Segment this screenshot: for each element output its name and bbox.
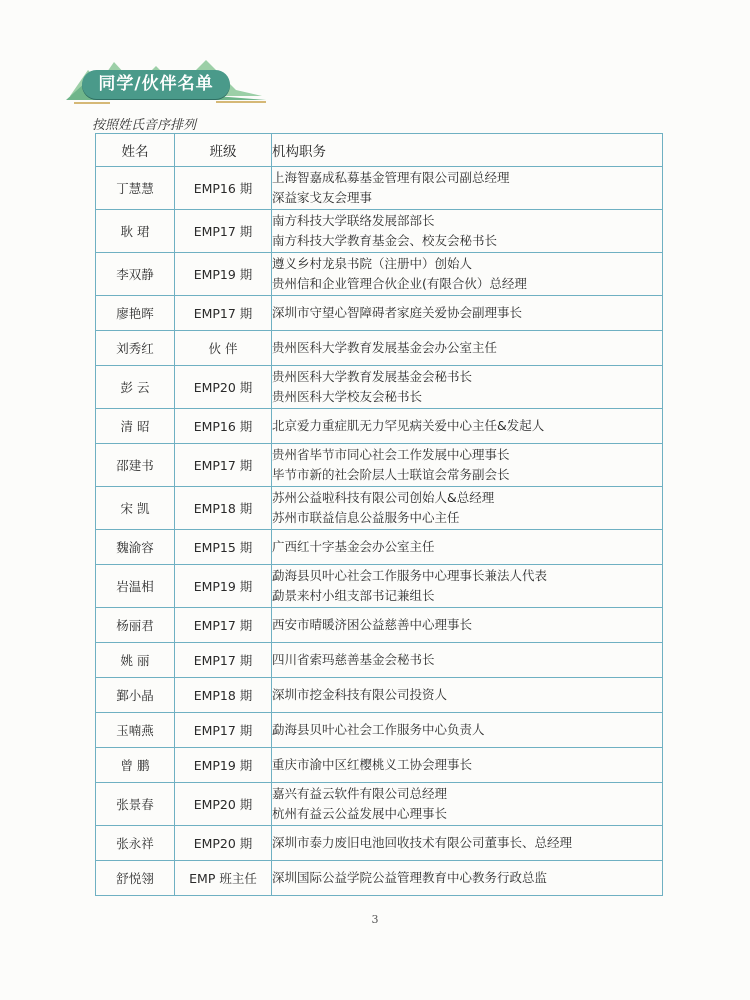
position-line: 贵州医科大学教育发展基金会办公室主任: [272, 340, 498, 355]
table-row: [96, 565, 663, 608]
position-line: 深圳市守望心智障碍者家庭关爱协会副理事长: [272, 305, 523, 320]
table-row: [96, 530, 663, 565]
member-positions: [272, 783, 663, 826]
page-title: 同学/伙伴名单: [82, 70, 230, 99]
position-line: 贵州医科大学教育发展基金会秘书长: [272, 369, 473, 384]
position-line: 四川省索玛慈善基金会秘书长: [272, 652, 435, 667]
table-header-row: [96, 134, 663, 167]
member-positions: [272, 253, 663, 296]
table-row: [96, 210, 663, 253]
member-name: 耿 珺: [96, 210, 175, 253]
member-name: 刘秀红: [96, 331, 175, 366]
column-header-name: 姓名: [96, 134, 175, 167]
table-row: [96, 713, 663, 748]
table-row: [96, 444, 663, 487]
member-class: EMP15 期: [175, 530, 272, 565]
member-class: EMP17 期: [175, 444, 272, 487]
member-name: 玉喃燕: [96, 713, 175, 748]
table-row: [96, 167, 663, 210]
table-row: [96, 643, 663, 678]
position-line: 上海智嘉成私募基金管理有限公司副总经理: [272, 170, 510, 185]
position-line: 毕节市新的社会阶层人士联谊会常务副会长: [272, 467, 510, 482]
member-class: EMP16 期: [175, 409, 272, 444]
member-class: EMP 班主任: [175, 861, 272, 896]
member-class: 伙 伴: [175, 331, 272, 366]
column-header-class: 班级: [175, 134, 272, 167]
member-name: 鄞小晶: [96, 678, 175, 713]
member-positions: [272, 409, 663, 444]
member-name: 张永祥: [96, 826, 175, 861]
table-row: [96, 296, 663, 331]
position-line: 深圳国际公益学院公益管理教育中心教务行政总监: [272, 870, 548, 885]
member-name: 舒悦翎: [96, 861, 175, 896]
position-line: 深圳市挖金科技有限公司投资人: [272, 687, 448, 702]
position-line: 勐海县贝叶心社会工作服务中心理事长兼法人代表: [272, 568, 548, 583]
table-body: [96, 167, 663, 896]
roster-table: [95, 133, 663, 896]
member-positions: [272, 826, 663, 861]
column-header-position: 机构职务: [272, 134, 663, 167]
member-name: 杨丽君: [96, 608, 175, 643]
member-name: 曾 鹏: [96, 748, 175, 783]
member-positions: [272, 331, 663, 366]
member-name: 姚 丽: [96, 643, 175, 678]
position-line: 贵州信和企业管理合伙企业(有限合伙）总经理: [272, 276, 527, 291]
member-class: EMP17 期: [175, 713, 272, 748]
table-row: [96, 748, 663, 783]
member-class: EMP17 期: [175, 210, 272, 253]
member-name: 彭 云: [96, 366, 175, 409]
table-row: [96, 861, 663, 896]
member-class: EMP20 期: [175, 366, 272, 409]
member-name: 宋 凯: [96, 487, 175, 530]
position-line: 深益家戈友会理事: [272, 190, 373, 205]
member-class: EMP18 期: [175, 487, 272, 530]
position-line: 嘉兴有益云软件有限公司总经理: [272, 786, 448, 801]
member-class: EMP17 期: [175, 643, 272, 678]
member-positions: [272, 530, 663, 565]
table-row: [96, 608, 663, 643]
member-name: 岩温相: [96, 565, 175, 608]
position-line: 重庆市渝中区红樱桃义工协会理事长: [272, 757, 473, 772]
position-line: 遵义乡村龙泉书院（注册中）创始人: [272, 256, 473, 271]
position-line: 苏州市联益信息公益服务中心主任: [272, 510, 460, 525]
member-positions: [272, 210, 663, 253]
member-positions: [272, 643, 663, 678]
position-line: 北京爱力重症肌无力罕见病关爱中心主任&发起人: [272, 418, 545, 433]
table-row: [96, 783, 663, 826]
member-class: EMP19 期: [175, 748, 272, 783]
member-class: EMP19 期: [175, 565, 272, 608]
member-positions: [272, 748, 663, 783]
member-positions: [272, 861, 663, 896]
position-line: 勐海县贝叶心社会工作服务中心负责人: [272, 722, 485, 737]
table-row: [96, 253, 663, 296]
member-class: EMP20 期: [175, 783, 272, 826]
member-positions: [272, 296, 663, 331]
table-row: [96, 678, 663, 713]
page-number: 3: [371, 913, 379, 926]
member-positions: [272, 713, 663, 748]
position-line: 南方科技大学教育基金会、校友会秘书长: [272, 233, 498, 248]
member-class: EMP18 期: [175, 678, 272, 713]
position-line: 南方科技大学联络发展部部长: [272, 213, 435, 228]
member-name: 李双静: [96, 253, 175, 296]
position-line: 广西红十字基金会办公室主任: [272, 539, 435, 554]
member-name: 张景春: [96, 783, 175, 826]
position-line: 西安市晴暖济困公益慈善中心理事长: [272, 617, 473, 632]
member-class: EMP17 期: [175, 296, 272, 331]
position-line: 深圳市泰力废旧电池回收技术有限公司董事长、总经理: [272, 835, 573, 850]
member-name: 丁慧慧: [96, 167, 175, 210]
member-class: EMP16 期: [175, 167, 272, 210]
member-class: EMP19 期: [175, 253, 272, 296]
position-line: 勐景来村小组支部书记兼组长: [272, 588, 435, 603]
table-row: [96, 366, 663, 409]
table-row: [96, 487, 663, 530]
member-name: 廖艳晖: [96, 296, 175, 331]
member-class: EMP20 期: [175, 826, 272, 861]
member-name: 清 昭: [96, 409, 175, 444]
member-class: EMP17 期: [175, 608, 272, 643]
member-name: 邵建书: [96, 444, 175, 487]
position-line: 杭州有益云公益发展中心理事长: [272, 806, 448, 821]
member-positions: [272, 366, 663, 409]
member-positions: [272, 167, 663, 210]
table-row: [96, 826, 663, 861]
section-header: [66, 56, 266, 108]
position-line: 苏州公益啦科技有限公司创始人&总经理: [272, 490, 495, 505]
member-positions: [272, 608, 663, 643]
table-row: [96, 331, 663, 366]
member-positions: [272, 444, 663, 487]
sort-note: 按照姓氏音序排列: [92, 118, 197, 133]
member-positions: [272, 565, 663, 608]
member-positions: [272, 487, 663, 530]
member-positions: [272, 678, 663, 713]
position-line: 贵州省毕节市同心社会工作发展中心理事长: [272, 447, 510, 462]
member-name: 魏渝容: [96, 530, 175, 565]
table-row: [96, 409, 663, 444]
position-line: 贵州医科大学校友会秘书长: [272, 389, 423, 404]
